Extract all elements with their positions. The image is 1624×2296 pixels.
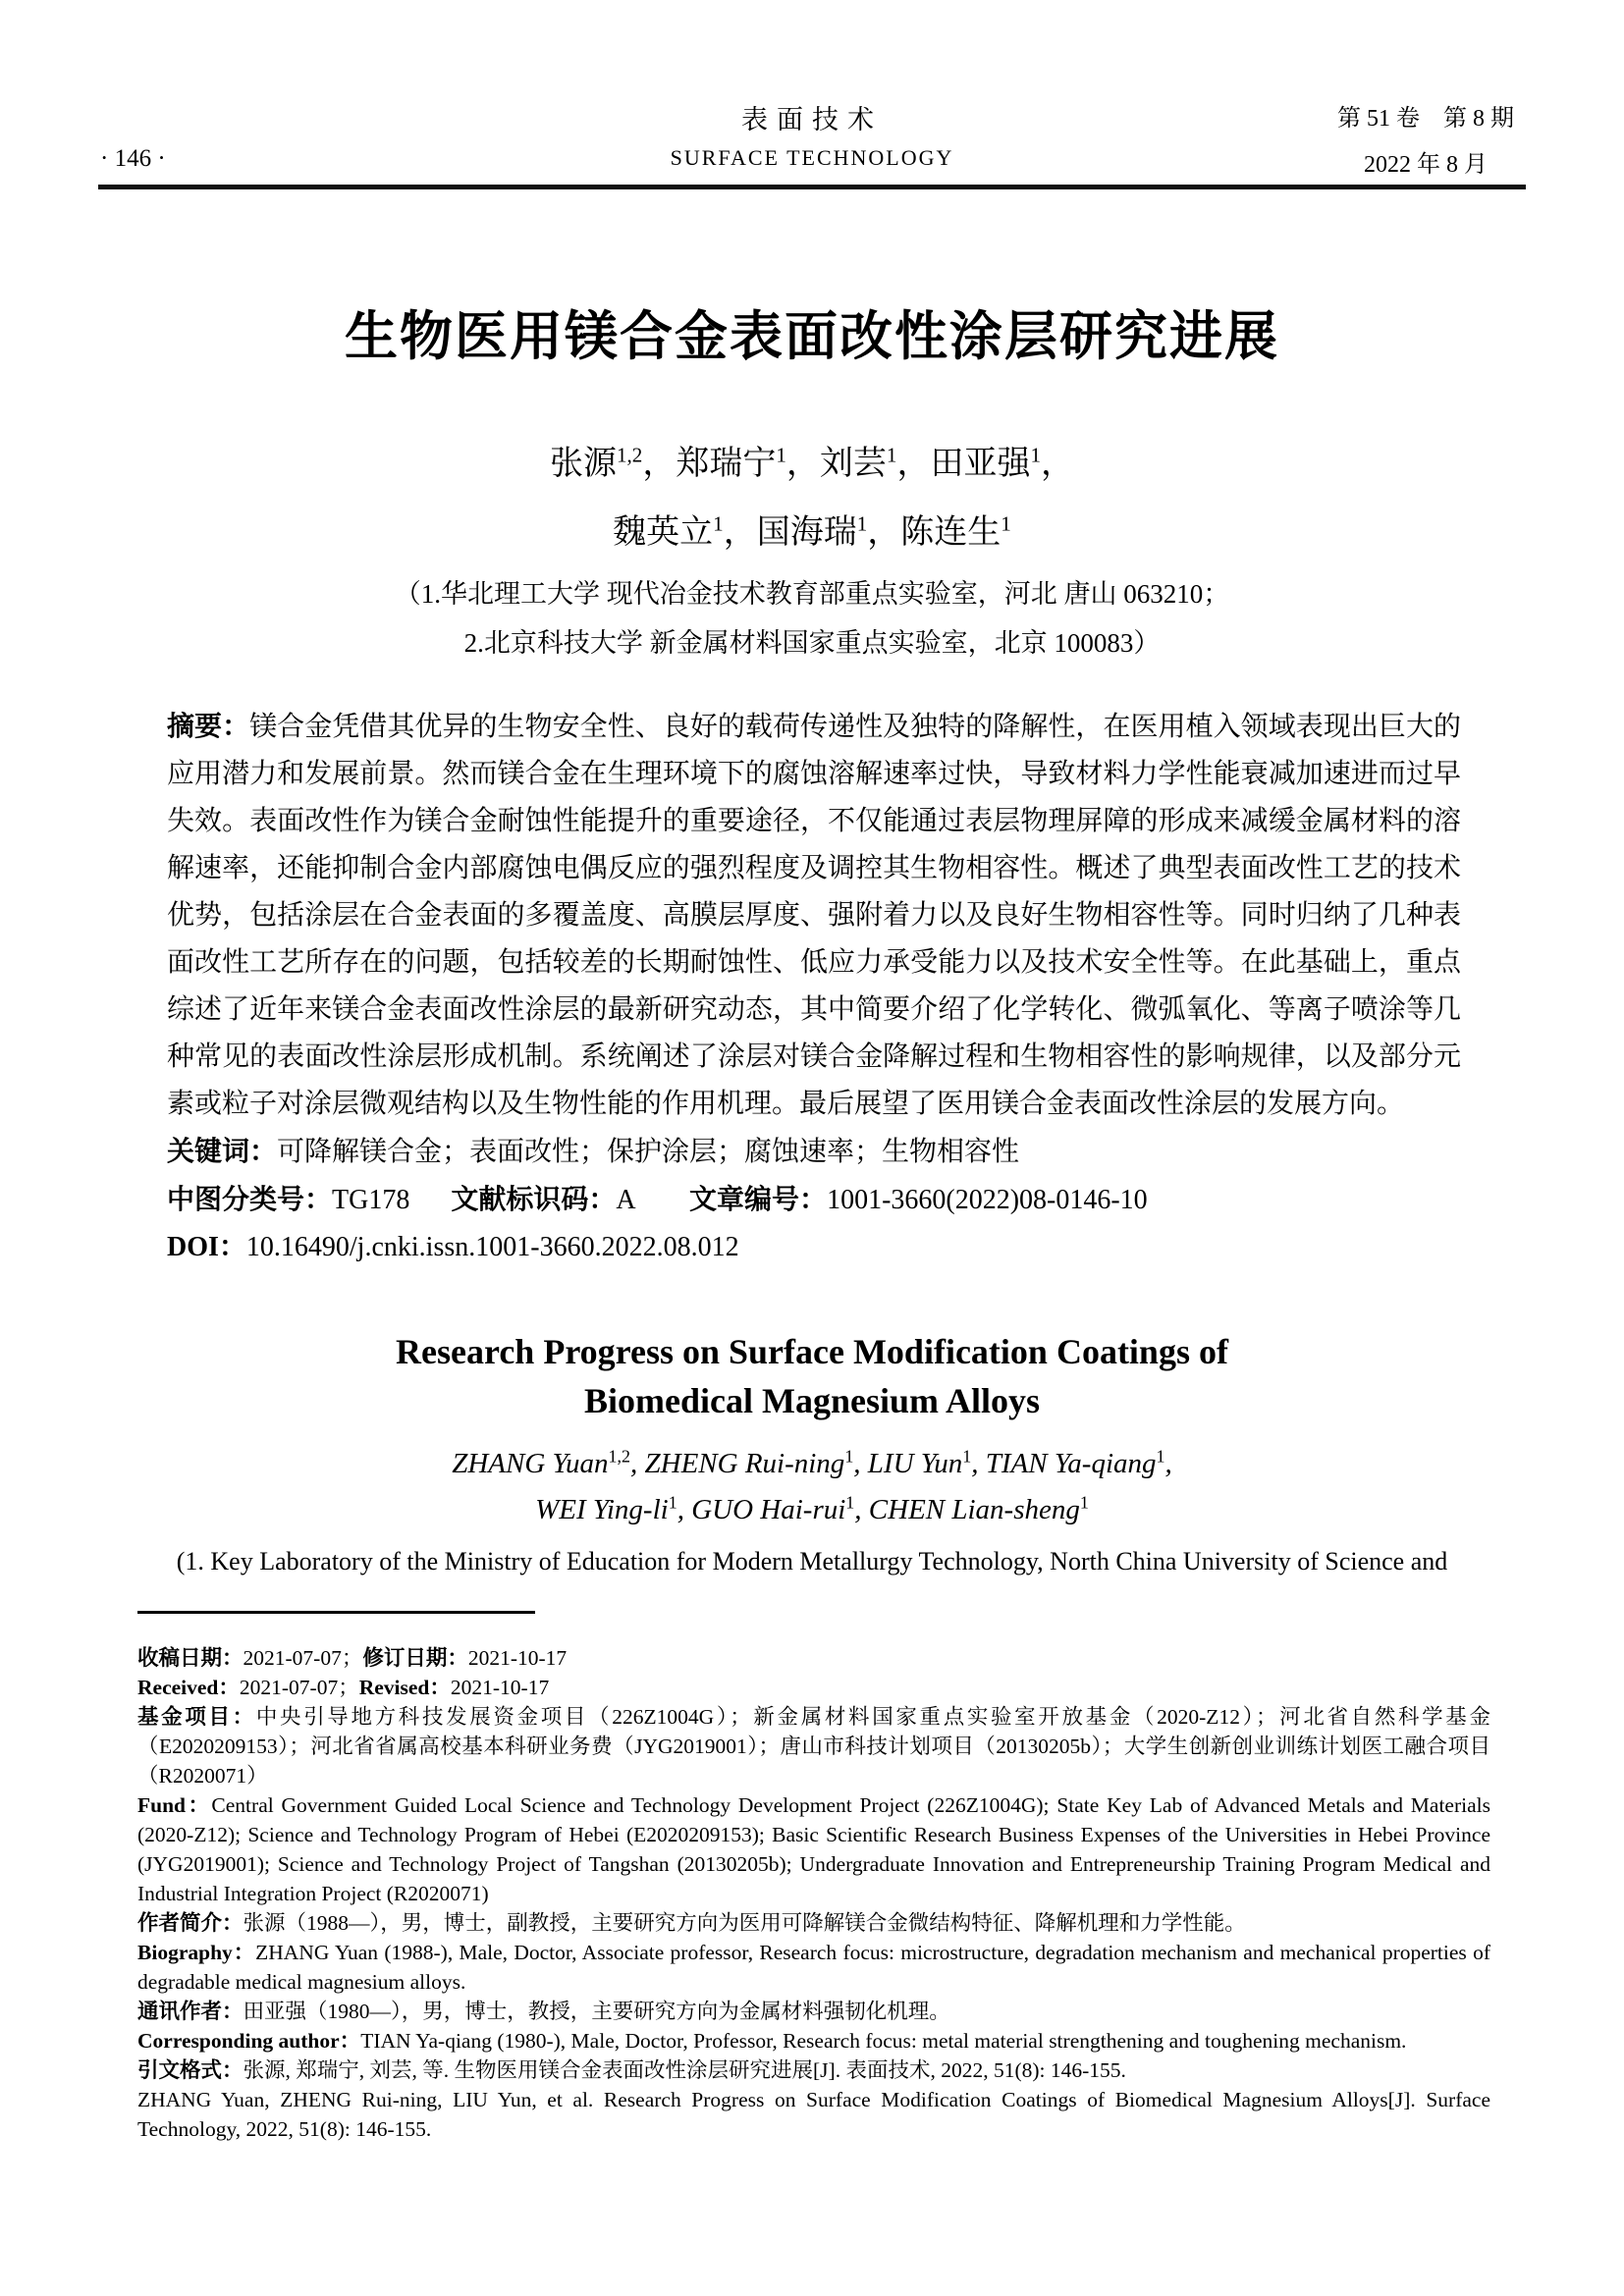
footnote-biography-cn: 作者简介：张源（1988—），男，博士，副教授，主要研究方向为医用可降解镁合金微结构特征、降解机理和力学性能。: [137, 1911, 1246, 1935]
affiliation-cn-2: 2.北京科技大学 新金属材料国家重点实验室，北京 100083）: [463, 628, 1161, 658]
authors-cn-block: [0, 430, 1624, 567]
page-number: · 146 ·: [100, 145, 166, 172]
affiliation-en: (1. Key Laboratory of the Ministry of Education for Modern Metallurgy Technology, North China University of Science and: [176, 1547, 1448, 1575]
footnotes-block: [137, 1643, 1490, 2144]
journal-name-en: SURFACE TECHNOLOGY: [670, 145, 954, 170]
affiliations-cn-block: [0, 569, 1624, 667]
affiliation-cn-1: （1.华北理工大学 现代冶金技术教育部重点实验室，河北 唐山 063210；: [394, 579, 1230, 609]
article-title-en-line2: Biomedical Magnesium Alloys: [583, 1381, 1040, 1420]
clc-line: 中图分类号：TG178 文献标识码：A 文章编号：1001-3660(2022)08-0146-10: [167, 1184, 1148, 1215]
footnote-received-en: Received：2021-07-07；Revised：2021-10-17: [137, 1676, 550, 1699]
footnote-corresponding-cn: 通讯作者：田亚强（1980—），男，博士，教授，主要研究方向为金属材料强韧化机理。: [137, 2000, 950, 2023]
footnote-received-cn: 收稿日期：2021-07-07；修订日期：2021-10-17: [137, 1646, 568, 1670]
footnote-biography-en: Biography：ZHANG Yuan (1988-), Male, Doctor, Associate professor, Research focus: microstructure, degradation mechanism and mechanical properties of degradable medical magnesium alloys.: [137, 1941, 1490, 1994]
authors-cn-line2: 魏英立$^1$，国海瑞$^1$，陈连生$^1$: [613, 511, 1011, 551]
authors-cn-line1: 张源$^{1,2}$，郑瑞宁$^1$，刘芸$^1$，田亚强$^1$，: [550, 443, 1074, 482]
footnote-fund-cn: 基金项目：中央引导地方科技发展资金项目（226Z1004G）；新金属材料国家重点实验室开放基金（2020-Z12）；河北省自然科学基金（E2020209153）；河北省省属高校基本科研业务费（JYG2019001）；唐山市科技计划项目（20130205b）；大学生创新创业训练计划医工融合项目（R2020071）: [137, 1705, 1490, 1788]
article-title-en: [0, 1327, 1624, 1425]
article-title-cn: 生物医用镁合金表面改性涂层研究进展: [345, 307, 1279, 366]
journal-name-cn: 表面技术: [741, 105, 883, 134]
footnote-separator: [137, 1611, 535, 1614]
issue-date: 2022 年 8 月: [1364, 152, 1488, 178]
keywords-line: 关键词：可降解镁合金；表面改性；保护涂层；腐蚀速率；生物相容性: [167, 1136, 1020, 1167]
doi-line: DOI：10.16490/j.cnki.issn.1001-3660.2022.08.012: [167, 1232, 739, 1262]
footnote-corresponding-en: Corresponding author：TIAN Ya-qiang (1980-), Male, Doctor, Professor, Research focus: metal material strengthening and toughening mechanism.: [137, 2029, 1407, 2053]
authors-en-line1: ZHANG Yuan$^{1,2}$, ZHENG Rui-ning$^1$, LIU Yun$^1$, TIAN Ya-qiang$^1$,: [452, 1446, 1172, 1479]
article-title-en-line1: Research Progress on Surface Modification Coatings of: [396, 1332, 1228, 1371]
abstract-section: [167, 703, 1461, 1271]
authors-en-block: [0, 1441, 1624, 1533]
footnote-citation-cn: 引文格式：张源, 郑瑞宁, 刘芸, 等. 生物医用镁合金表面改性涂层研究进展[J]. 表面技术, 2022, 51(8): 146-155.: [137, 2058, 1126, 2082]
footnote-citation-en: ZHANG Yuan, ZHENG Rui-ning, LIU Yun, et al. Research Progress on Surface Modification Coatings of Biomedical Magnesium Alloys[J]. Surface Technology, 2022, 51(8): 146-155.: [137, 2088, 1490, 2141]
header-rule: [98, 185, 1526, 189]
volume-issue: 第 51 卷 第 8 期: [1337, 106, 1514, 132]
authors-en-line2: WEI Ying-$li^1$, GUO Hai-rui$^1$, CHEN Lian-sheng$^1$: [535, 1492, 1089, 1525]
footnote-fund-en: Fund：Central Government Guided Local Science and Technology Development Project (226Z1004G); State Key Lab of Advanced Metals and Materials (2020-Z12); Science and Technology Program of Hebei (E2020209153); Basic Scientific Research Business Expenses of the Universities in Hebei Province (JYG2019001); Science and Technology Project of Tangshan (20130205b); Undergraduate Innovation and Entrepreneurship Training Program Medical and Industrial Integration Project (R2020071): [137, 1793, 1490, 1905]
issue-info-block: [1337, 98, 1514, 179]
abstract-paragraph: 摘要：镁合金凭借其优异的生物安全性、良好的载荷传递性及独特的降解性，在医用植入领域表现出巨大的应用潜力和发展前景。然而镁合金在生理环境下的腐蚀溶解速率过快，导致材料力学性能衰减加速进而过早失效。表面改性作为镁合金耐蚀性能提升的重要途径，不仅能通过表层物理屏障的形成来减缓金属材料的溶解速率，还能抑制合金内部腐蚀电偶反应的强烈程度及调控其生物相容性。概述了典型表面改性工艺的技术优势，包括涂层在合金表面的多覆盖度、高膜层厚度、强附着力以及良好生物相容性等。同时归纳了几种表面改性工艺所存在的问题，包括较差的长期耐蚀性、低应力承受能力以及技术安全性等。在此基础上，重点综述了近年来镁合金表面改性涂层的最新研究动态，其中简要介绍了化学转化、微弧氧化、等离子喷涂等几种常见的表面改性涂层形成机制。系统阐述了涂层对镁合金降解过程和生物相容性的影响规律，以及部分元素或粒子对涂层微观结构以及生物性能的作用机理。最后展望了医用镁合金表面改性涂层的发展方向。: [167, 711, 1461, 1119]
